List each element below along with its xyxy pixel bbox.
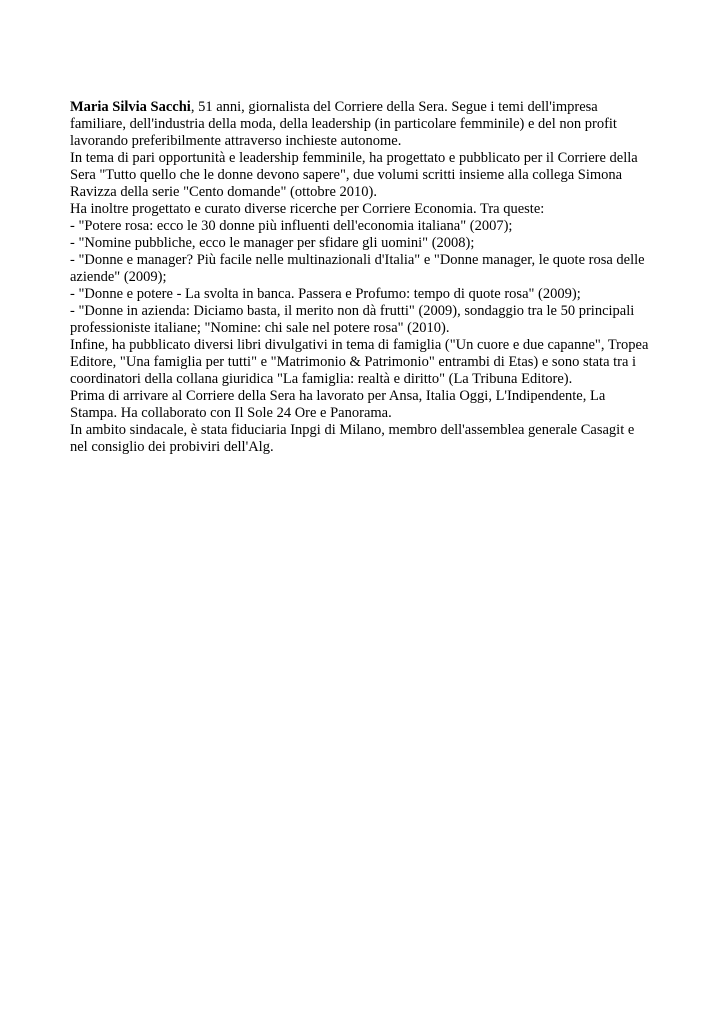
- text-line-1: [70, 99, 670, 116]
- text-line-16: Editore, "Una famiglia per tutti" e "Matrimonio & Patrimonio" entrambi di Etas) e sono stata tra i: [70, 354, 637, 370]
- text-line-7: Ha inoltre progettato e curato diverse ricerche per Corriere Economia. Tra queste:: [70, 201, 545, 217]
- text-line-14: professioniste italiane; "Nomine: chi sale nel potere rosa" (2010).: [70, 320, 450, 336]
- text-line-21: nel consiglio dei probiviri dell'Alg.: [70, 439, 274, 455]
- biography-text: [70, 99, 670, 456]
- text-line-12: - "Donne e potere - La svolta in banca. Passera e Profumo: tempo di quote rosa" (2009);: [70, 286, 581, 302]
- text-line-13: - "Donne in azienda: Diciamo basta, il merito non dà frutti" (2009), sondaggio tra le 50 principali: [70, 303, 635, 319]
- text-line-8: - "Potere rosa: ecco le 30 donne più influenti dell'economia italiana" (2007);: [70, 218, 513, 234]
- text-line-18: Prima di arrivare al Corriere della Sera ha lavorato per Ansa, Italia Oggi, L'Indipendente, La: [70, 388, 606, 404]
- text-line-4: In tema di pari opportunità e leadership femminile, ha progettato e pubblicato per il Corriere della: [70, 150, 638, 166]
- text-line-11: aziende" (2009);: [70, 269, 167, 285]
- text-line-17: coordinatori della collana giuridica "La famiglia: realtà e diritto" (La Tribuna Editore).: [70, 371, 573, 387]
- text-line-15: Infine, ha pubblicato diversi libri divulgativi in tema di famiglia ("Un cuore e due capanne", Tropea: [70, 337, 649, 353]
- text-line-19: Stampa. Ha collaborato con Il Sole 24 Ore e Panorama.: [70, 405, 392, 421]
- text-line-3: lavorando preferibilmente attraverso inchieste autonome.: [70, 133, 402, 149]
- text-line-9: - "Nomine pubbliche, ecco le manager per sfidare gli uomini" (2008);: [70, 235, 475, 251]
- author-name: Maria Silvia Sacchi: [70, 99, 191, 115]
- text-line-2: familiare, dell'industria della moda, della leadership (in particolare femminile) e del non profit: [70, 116, 617, 132]
- text-line-20: In ambito sindacale, è stata fiduciaria Inpgi di Milano, membro dell'assemblea generale Casagit e: [70, 422, 635, 438]
- text-line-10: - "Donne e manager? Più facile nelle multinazionali d'Italia" e "Donne manager, le quote rosa delle: [70, 252, 645, 268]
- text-line-6: Ravizza della serie "Cento domande" (ottobre 2010).: [70, 184, 377, 200]
- text-line-1-rest: , 51 anni, giornalista del Corriere della Sera. Segue i temi dell'impresa: [190, 99, 598, 115]
- text-line-5: Sera "Tutto quello che le donne devono sapere", due volumi scritti insieme alla collega Simona: [70, 167, 623, 183]
